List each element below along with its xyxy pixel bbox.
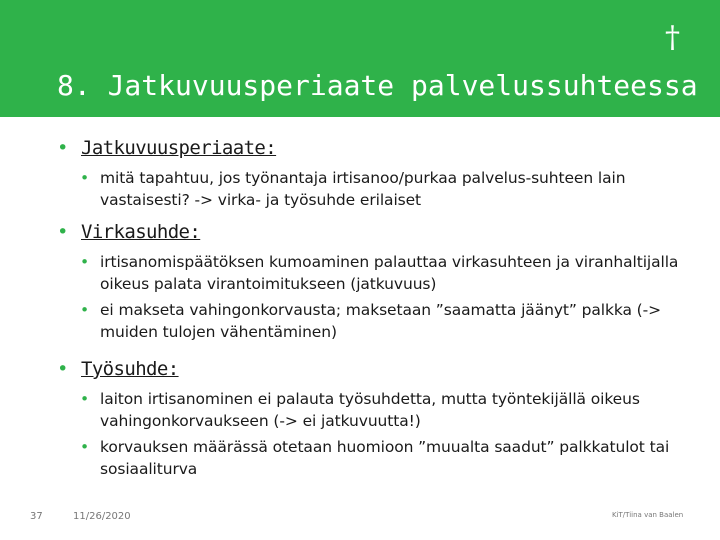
cross-icon: †: [665, 20, 680, 55]
list-item-text: mitä tapahtuu, jos työnantaja irtisanoo/purkaa palvelus-suhteen lain vastaisesti? -> virka- ja työsuhde erilaiset: [100, 169, 626, 209]
slide-title: 8. Jatkuvuusperiaate palvelussuhteessa: [57, 69, 698, 102]
list-item-text: korvauksen määrässä otetaan huomioon ”muualta saadut” palkkatulot tai sosiaaliturva: [100, 438, 670, 478]
section-heading-jatkuvuusperiaate: [57, 135, 276, 161]
section-heading-tyosuhde: [57, 356, 179, 382]
list-item-text: ei makseta vahingonkorvausta; maksetaan ”saamatta jäänyt” palkka (-> muiden tulojen vähentäminen): [100, 301, 662, 341]
list-item: [80, 388, 700, 432]
bullet: •: [57, 358, 69, 380]
bullet: •: [80, 438, 90, 456]
list-item: [80, 167, 700, 211]
list-item: [80, 436, 700, 480]
section-label: Virkasuhde:: [81, 221, 201, 243]
bullet: •: [80, 390, 90, 408]
footer-date: 11/26/2020: [73, 511, 131, 522]
slide-number: 37: [30, 511, 43, 522]
list-item: [80, 251, 700, 295]
footer-author: KiT/Tiina van Baalen: [612, 511, 684, 519]
bullet: •: [80, 301, 90, 319]
bullet: •: [80, 169, 90, 187]
bullet: •: [57, 221, 69, 243]
section-label: Jatkuvuusperiaate:: [81, 137, 277, 159]
bullet: •: [80, 253, 90, 271]
bullet: •: [57, 137, 69, 159]
list-item: [80, 299, 700, 343]
list-item-text: laiton irtisanominen ei palauta työsuhdetta, mutta työntekijällä oikeus vahingonkorvaukseen (-> ei jatkuvuutta!): [100, 390, 640, 430]
section-label: Työsuhde:: [81, 358, 179, 380]
section-heading-virkasuhde: [57, 219, 200, 245]
list-item-text: irtisanomispäätöksen kumoaminen palauttaa virkasuhteen ja viranhaltijalla oikeus palata virantoimitukseen (jatkuvuus): [100, 253, 679, 293]
